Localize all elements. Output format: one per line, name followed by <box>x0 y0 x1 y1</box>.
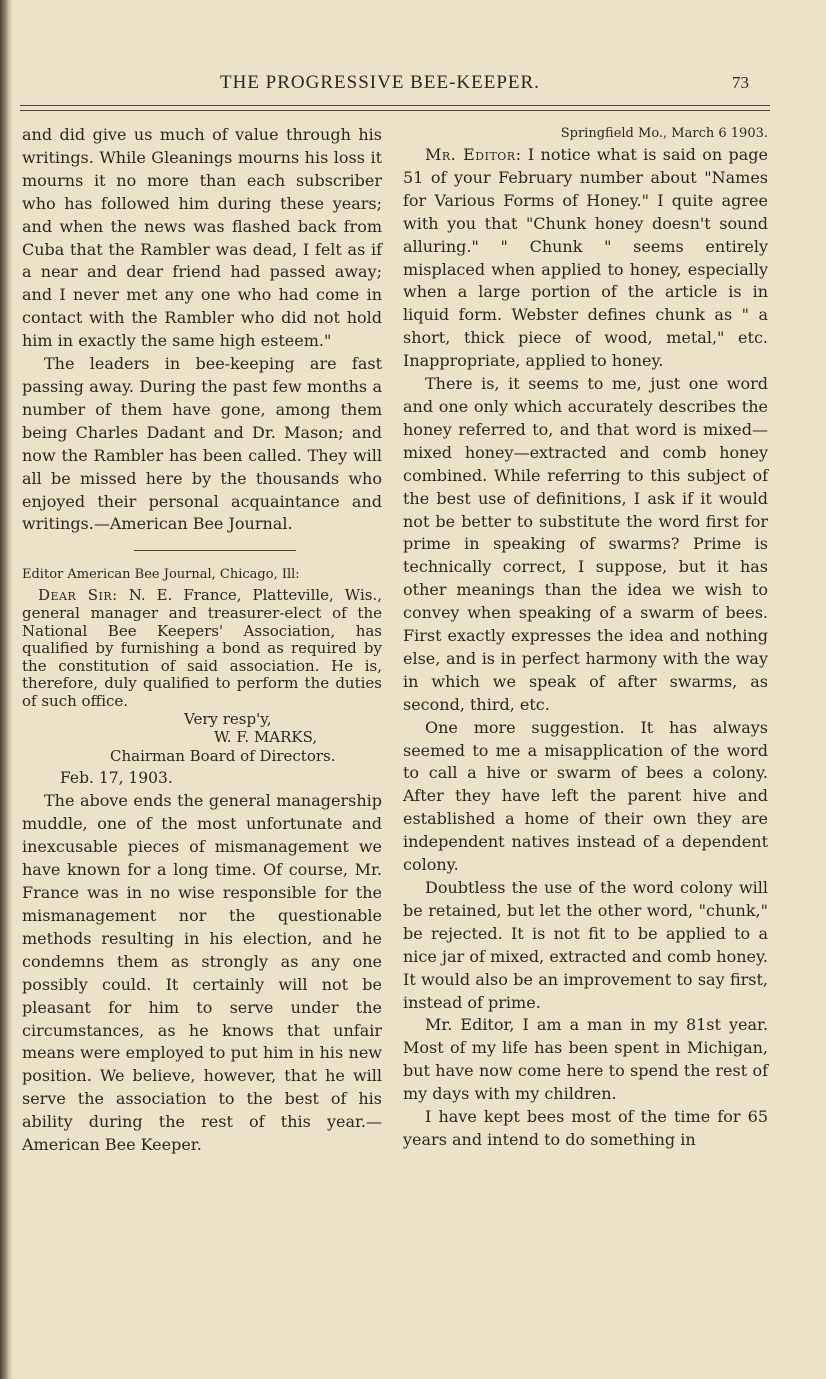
left-paragraph-3: The above ends the general managership muddle, one of the most unfortunate and inexcusable pieces of mismanagement we have known for a long time. Of course, Mr. France was in no wise responsible for the mismanagement nor the questionable methods resulting in his election, and he condemns them as strongly as any one possibly could. It certainly will not be pleasant for him to serve under the circumstances, as he knows that unfair means were employed to put him in his new position. We believe, however, that he will serve the association to the best of his ability during the rest of this year.—American Bee Keeper. <box>22 791 382 1155</box>
right-paragraph-6: I have kept bees most of the time for 65 years and intend to do something in <box>403 1107 768 1149</box>
letter-salutation: Dear Sir: <box>38 586 118 605</box>
left-column <box>22 124 382 1157</box>
letter-dateline: Springfield Mo., March 6 1903. <box>560 126 768 141</box>
right-paragraph-5: Mr. Editor, I am a man in my 81st year. Most of my life has been spent in Michigan, but have now come here to spend the rest of my days with my children. <box>403 1015 768 1104</box>
letter-date: Feb. 17, 1903. <box>60 769 173 788</box>
right-column <box>403 124 768 1152</box>
letter-signer-title: Chairman Board of Directors. <box>110 747 336 766</box>
section-divider <box>134 550 296 551</box>
page-header <box>0 70 826 100</box>
letter-content: N. E. France, Platteville, Wis., general manager and treasurer-elect of the National Bee Keepers' Association, has qualified by furnishing a bond as required by the constitution of said association. He is, therefore, duly qualified to perform the duties of such office. <box>22 586 382 710</box>
letter-addressee: Editor American Bee Journal, Chicago, Ill: <box>22 567 300 583</box>
left-paragraph-2: The leaders in bee-keeping are fast passing away. During the past few months a number of them have gone, among them being Charles Dadant and Dr. Mason; and now the Rambler has been called. They will all be missed here by the thousands who enjoyed their personal acquaintance and writings.—American Bee Journal. <box>22 354 382 534</box>
right-paragraph-1-text: I notice what is said on page 51 of your February number about "Names for Various Forms of Honey." I quite agree with you that "Chunk honey doesn't sound alluring." " Chunk " seems entirely misplaced when applied to honey, especially when a large portion of the article is in liquid form. Webster defines chunk as " a short, thick piece of wood, metal," etc. Inappropriate, applied to honey. <box>403 145 768 371</box>
page-binding-edge <box>0 0 12 1379</box>
left-paragraph-1: and did give us much of value through his writings. While Gleanings mourns his loss it mourns it no more than each subscriber who has followed him during these years; and when the news was flashed back from Cuba that the Rambler was dead, I felt as if a near and dear friend had passed away; and I never met any one who had come in contact with the Rambler who did not hold him in exactly the same high esteem." <box>22 125 382 351</box>
right-paragraph-4: Doubtless the use of the word colony will be retained, but let the other word, "chunk," be rejected. It is not fit to be applied to a nice jar of mixed, extracted and comb honey. It would also be an improvement to say first, instead of prime. <box>403 878 768 1012</box>
right-paragraph-3: One more suggestion. It has always seemed to me a misapplication of the word to call a hive or swarm of bees a colony. After they have left the parent hive and established a home of their own they are independent natives instead of a dependent colony. <box>403 717 768 875</box>
header-rule-top <box>20 105 770 106</box>
right-paragraph-2: There is, it seems to me, just one word and one only which accurately describes the honey referred to, and that word is mixed—mixed honey—extracted and comb honey combined. While referring to this subject of the best use of definitions, I ask if it would not be better to substitute the word first for prime in speaking of swarms? Prime is technically correct, I suppose, but it has other meanings than the idea we wish to convey when speaking of a swarm of bees. First exactly expresses the idea and nothing else, and is in perfect harmony with the way in which we speak of after swarms, as second, third, etc. <box>403 374 768 714</box>
header-rule-bottom <box>20 110 770 111</box>
running-title: THE PROGRESSIVE BEE-KEEPER. <box>220 72 540 93</box>
letter-closing: Very resp'y, <box>184 710 272 729</box>
letter-body <box>22 587 382 790</box>
right-paragraph-1 <box>403 144 768 373</box>
page-number: 73 <box>732 73 749 92</box>
letter-text <box>22 587 382 710</box>
right-salutation: Mr. Editor: <box>425 145 522 164</box>
letter-signer: W. F. MARKS, <box>214 728 318 747</box>
